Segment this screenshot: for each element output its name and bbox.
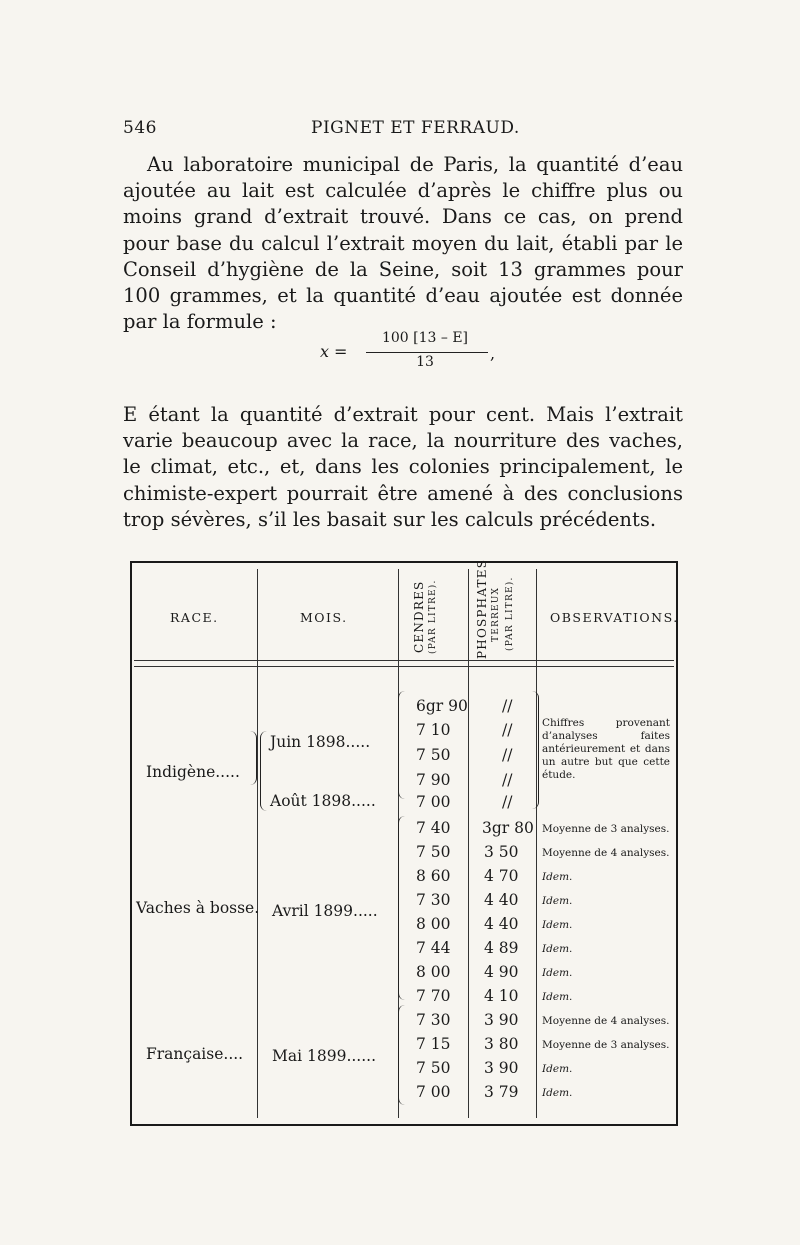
cendres-value: 7 00: [416, 1083, 451, 1101]
cendres-value: 7 70: [416, 987, 451, 1005]
observation: Moyenne de 4 analyses.: [542, 847, 670, 859]
header-cendres: CENDRES (PAR LITRE).: [412, 579, 438, 655]
formula-comma: ,: [490, 344, 496, 363]
brace: [398, 1005, 405, 1105]
paragraph-discussion: E étant la quantité d’extrait pour cent. Mais l’extrait varie beaucoup avec la race, la nourriture des vaches, le climat, etc., et, dans les colonies principalement, le chimiste-expert pourrait être amené à des conclusions trop sévères, s’il les basait sur les calculs précédents.: [123, 403, 683, 531]
phosphates-value: 3 90: [484, 1011, 519, 1029]
column-rule: [536, 569, 537, 1118]
cendres-value: 7 10: [416, 721, 451, 739]
phosphates-value: 4 89: [484, 939, 519, 957]
formula-denominator: 13: [416, 354, 434, 370]
cendres-value: 8 60: [416, 867, 451, 885]
observation: Moyenne de 3 analyses.: [542, 1039, 670, 1051]
phosphates-value: 4 40: [484, 891, 519, 909]
running-title: PIGNET ET FERRAUD.: [311, 118, 520, 138]
formula-variable: x: [320, 342, 330, 361]
page-header: [123, 118, 683, 144]
header-mois: MOIS.: [300, 610, 348, 625]
header-race: RACE.: [170, 610, 219, 625]
month-label: Avril 1899.....: [272, 902, 378, 920]
brace: [532, 691, 539, 809]
cendres-value: 7 50: [416, 1059, 451, 1077]
cendres-value: 7 30: [416, 1011, 451, 1029]
race-label: Vaches à bosse.: [136, 899, 260, 917]
phosphates-value: 3 80: [484, 1035, 519, 1053]
brace: [260, 731, 267, 811]
cendres-value: 7 50: [416, 746, 451, 764]
phosphates-value: 3gr 80: [482, 819, 534, 837]
cendres-value: 7 15: [416, 1035, 451, 1053]
cendres-value: 7 00: [416, 793, 451, 811]
observation: Idem.: [542, 1063, 573, 1075]
cendres-value: 8 00: [416, 963, 451, 981]
phosphates-value: //: [502, 793, 513, 811]
formula-equals: =: [334, 342, 348, 361]
phosphates-value: //: [502, 746, 513, 764]
page-number: 546: [123, 118, 157, 138]
fraction-bar: [366, 352, 488, 353]
observation: Idem.: [542, 895, 573, 907]
cendres-value: 7 30: [416, 891, 451, 909]
cendres-value: 7 44: [416, 939, 451, 957]
phosphates-value: 3 50: [484, 843, 519, 861]
observation: Moyenne de 3 analyses.: [542, 823, 670, 835]
month-label: Juin 1898.....: [270, 733, 371, 751]
phosphates-value: 4 70: [484, 867, 519, 885]
formula-numerator: 100 [13 – E]: [381, 330, 469, 346]
observation-note: Chiffres provenant d’analyses faites antérieurement et dans un autre but que cette étude.: [542, 717, 670, 781]
data-table: [130, 558, 679, 1126]
observation: Idem.: [542, 991, 573, 1003]
phosphates-value: //: [502, 721, 513, 739]
observation: Idem.: [542, 919, 573, 931]
phosphates-value: 4 90: [484, 963, 519, 981]
cendres-value: 7 90: [416, 771, 451, 789]
race-label: Française....: [146, 1045, 244, 1063]
phosphates-value: 3 79: [484, 1083, 519, 1101]
brace: [398, 691, 405, 799]
observation: Idem.: [542, 1087, 573, 1099]
header-rule: [134, 660, 674, 661]
header-phosphates: PHOSPHATES TERREUX (PAR LITRE).: [475, 558, 515, 659]
phosphates-value: 4 40: [484, 915, 519, 933]
formula: [320, 330, 520, 374]
observation: Idem.: [542, 871, 573, 883]
column-rule: [468, 569, 469, 1118]
header-observations: OBSERVATIONS.: [550, 610, 679, 625]
month-label: Mai 1899......: [272, 1047, 377, 1065]
column-rule: [257, 569, 258, 1118]
month-label: Août 1898.....: [270, 792, 376, 810]
observation: Idem.: [542, 943, 573, 955]
cendres-value: 8 00: [416, 915, 451, 933]
cendres-value: 7 40: [416, 819, 451, 837]
cendres-value: 7 50: [416, 843, 451, 861]
race-label: Indigène.....: [146, 763, 240, 781]
phosphates-value: //: [502, 771, 513, 789]
paragraph-intro: Au laboratoire municipal de Paris, la quantité d’eau ajoutée au lait est calculée d’après le chiffre plus ou moins grand d’extrait trouvé. Dans ce cas, on prend pour base du calcul l’extrait moyen du lait, établi par le Conseil d’hygiène de la Seine, soit 13 grammes pour 100 grammes, et la quantité d’eau ajoutée est donnée par la formule :: [123, 153, 683, 334]
phosphates-value: //: [502, 697, 513, 715]
observation: Idem.: [542, 967, 573, 979]
phosphates-value: 4 10: [484, 987, 519, 1005]
header-rule: [134, 666, 674, 667]
cendres-value: 6gr 90: [416, 697, 468, 715]
brace: [250, 731, 257, 785]
brace: [398, 816, 405, 1000]
observation: Moyenne de 4 analyses.: [542, 1015, 670, 1027]
phosphates-value: 3 90: [484, 1059, 519, 1077]
